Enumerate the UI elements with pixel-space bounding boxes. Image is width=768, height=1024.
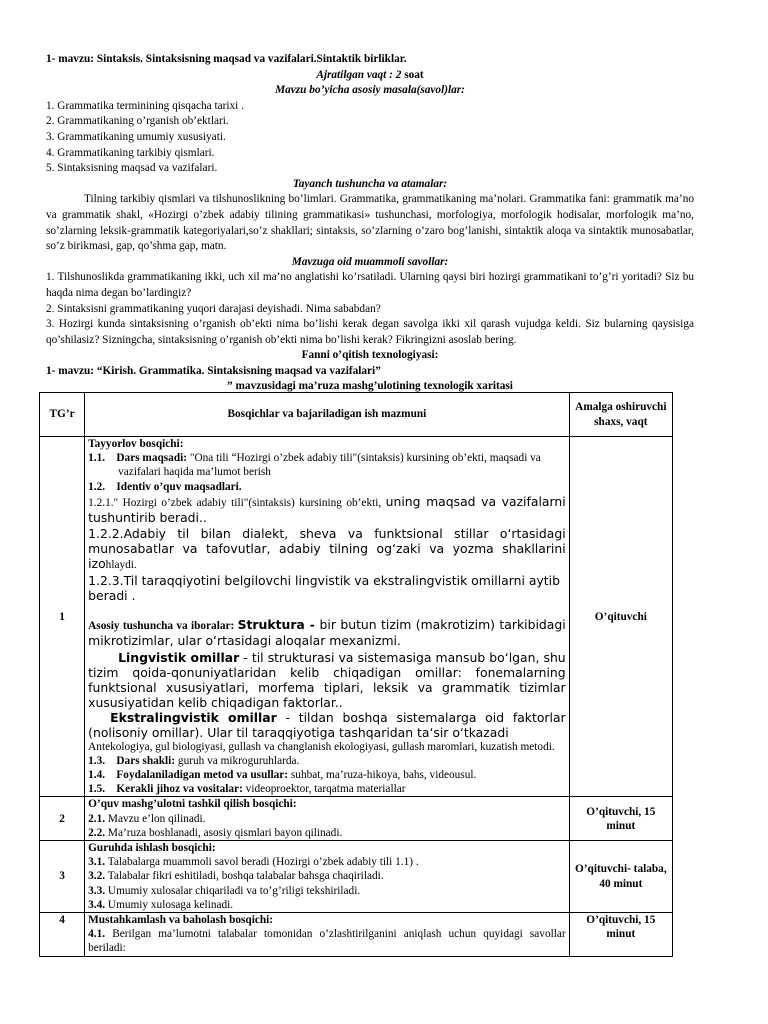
list-item: 2.1. Mavzu e’lon qilinadi.	[88, 812, 206, 825]
stage-title: Mustahkamlash va baholash bosqichi:	[88, 914, 274, 927]
problem-item: 1. Tilshunoslikda grammatikaning ikki, uch xil ma’no anglatishi ko’rsatiladi. Ularning qaysi biri hozirgi grammatikani to’g’ri yoritadi? Siz bu haqda nima degan bo’lardingiz?	[46, 271, 694, 299]
lesson-form: 1.3. Dars shakli: guruh va mikroguruhlarda.	[88, 754, 300, 767]
list-item: 4.1. Berilgan ma’lumotni talabalar tomonidan o’zlashtirilganini aniqlash uchun quyidagi savollar beriladi:	[88, 928, 566, 955]
stage-title: Tayyorlov bosqichi:	[88, 438, 184, 450]
key-terms-heading: Tayanch tushuncha va atamalar:	[292, 177, 448, 190]
goal-1-2-3: 1.2.3.Til taraqqiyotini belgilovchi lingvistik va ekstralingvistik omillarni aytib beradi .	[88, 573, 560, 604]
header-performer: Amalga oshiruvchi shaxs, vaqt	[569, 393, 672, 437]
technology-map-table	[39, 392, 673, 957]
technology-map-title: ” mavzusidagi ma’ruza mashg’ulotining texnologik xaritasi	[227, 380, 513, 393]
header-stages: Bosqichlar va bajariladigan ish mazmuni	[85, 393, 570, 437]
concept-structure: Asosiy tushuncha va iboralar: Struktura - bir butun tizim (makrotizim) tarkibidagi mikrotizimlar, ular o‘rtasidagi aloqalar mexanizmi.	[88, 617, 566, 649]
header-number: TG’r	[40, 393, 85, 437]
table-row	[40, 797, 673, 841]
lesson-equipment: 1.5. Kerakli jihoz va vositalar: videoproektor, tarqatma materiallar	[88, 783, 406, 796]
row-performer: O’qituvchi- talaba, 40 minut	[569, 841, 672, 913]
goal-1-2-1: 1.2.1." Hozirgi o’zbek adabiy tili"(sintaksis) kursining ob’ekti, uning maqsad va vazifalarni tushuntirib beradi..	[88, 493, 566, 526]
list-item: 3.2. Talabalar fikri eshitiladi, boshqa talabalar bahsga chaqiriladi.	[88, 870, 384, 883]
stage-title: O’quv mashg’ulotni tashkil qilish bosqichi:	[88, 798, 297, 811]
problems-heading: Mavzuga oid muammoli savollar:	[291, 255, 449, 268]
row-content	[85, 797, 570, 841]
issue-item: 5. Sintaksisning maqsad va vazifalari.	[46, 162, 218, 175]
issue-item: 2. Grammatikaning o’rganish ob’ektlari.	[46, 115, 229, 128]
row-content	[85, 913, 570, 957]
list-item: 2.2. Ma’ruza boshlanadi, asosiy qismlari bayon qilinadi.	[88, 826, 343, 839]
table-header-row	[40, 393, 673, 437]
technology-topic: 1- mavzu: “Kirish. Grammatika. Sintaksisning maqsad va vazifalari”	[46, 364, 381, 377]
row-number: 4	[40, 913, 85, 957]
concept-extra-tail: Antekologiya, gul biologiyasi, gullash va changlanish ekologiyasi, gullash maromlari, kuzatish metodi.	[88, 740, 555, 753]
row-performer: O’qituvchi, 15 minut	[569, 913, 672, 957]
lesson-methods: 1.4. Foydalaniladigan metod va usullar: suhbat, ma’ruza-hikoya, bahs, videousul.	[88, 769, 477, 782]
document-page	[46, 52, 694, 395]
row-performer: O’qituvchi, 15 minut	[569, 797, 672, 841]
issue-item: 1. Grammatika terminining qisqacha tarixi .	[46, 99, 244, 112]
row-content	[85, 437, 570, 797]
list-item: 3.1. Talabalarga muammoli savol beradi (Hozirgi o’zbek adabiy tili 1.1) .	[88, 856, 419, 869]
technology-heading: Fanni o’qitish texnologiyasi:	[301, 349, 439, 362]
table-row	[40, 841, 673, 913]
table-row	[40, 437, 673, 797]
issues-heading: Mavzu bo’yicha asosiy masala(savol)lar:	[275, 84, 465, 97]
concept-extralinguistic: Ekstralingvistik omillar - tildan boshqa sistemalarga oid faktorlar (nolisoniy omillar). Ular til taraqqiyotiga tashqaridan ta‘sir o‘tkazadi	[88, 709, 566, 740]
row-number: 2	[40, 797, 85, 841]
list-item: 3.4. Umumiy xulosaga kelinadi.	[88, 898, 234, 911]
row-number: 1	[40, 437, 85, 797]
row-performer: O’qituvchi	[569, 437, 672, 797]
identity-goals: 1.2. Identiv o’quv maqsadlari.	[88, 480, 242, 493]
concept-linguistic: Lingvistik omillar - til strukturasi va sistemasiga mansub bo‘lgan, shu tizim qoida-qonuniyatlaridan kelib chiqadigan omillar: fonemalarning funktsional xususiyatlari, morfema tiplari, leksik va grammatik tizimlar xususiyatidan kelib chiqadigan faktorlar..	[88, 649, 566, 710]
problem-item: 3. Hozirgi kunda sintaksisning o’rganish ob’ekti nima bo’lishi kerak degan savolga ikki xil qarash vujudga keldi. Siz bularning qaysisiga qo’shilasiz? Sizningcha, sintaksisning o’rganish ob’ekti nima bo’lishi kerak? Fikringizni asoslab bering.	[46, 318, 694, 346]
row-number: 3	[40, 841, 85, 913]
topic-title: 1- mavzu: Sintaksis. Sintaksisning maqsad va vazifalari.Sintaktik birliklar.	[46, 53, 407, 65]
list-item: 3.3. Umumiy xulosalar chiqariladi va to’g’riligi tekshiriladi.	[88, 884, 361, 897]
row-content	[85, 841, 570, 913]
issue-item: 4. Grammatikaning tarkibiy qismlari.	[46, 146, 215, 159]
problem-item: 2. Sintaksisni grammatikaning yuqori darajasi deyishadi. Nima sababdan?	[46, 302, 381, 315]
key-terms-text: Tilning tarkibiy qismlari va tilshunoslikning bo’limlari. Grammatika, grammatikaning ma’nolari. Grammatika fani: grammatik ma’no va grammatik shakl, «Hozirgi o’zbek adabiy tilining grammatikasi» tushunchasi, morfologiya, morfologik hodisalar, morfologik ma’no, so’zlarning leksik-grammatik kategoriyalari,so’z shakllari; sintaksis, so’zlarning o’zaro bog’lanishi, sintaktik aloqa va sintaktik munosabatlar, so’z birikmasi, gap, qo’shma gap, matn.	[46, 193, 694, 253]
allocated-time: Ajratilgan vaqt : 2 soat	[316, 68, 424, 81]
goal-1-2-2: 1.2.2.Adabiy til bilan dialekt, sheva va funktsional stillar o‘rtasidagi munosabatlar va tafovutlar, adabiy tilning og‘zaki va yozma shakllarini izohlaydi.	[88, 526, 566, 572]
issue-item: 3. Grammatikaning umumiy xususiyati.	[46, 130, 226, 143]
lesson-goal: 1.1. Dars maqsadi: "Ona tili “Hozirgi o’zbek adabiy tili"(sintaksis) kursining ob’ekti, maqsadi va vazifalari haqida ma’lumot berish	[88, 452, 541, 479]
stage-title: Guruhda ishlash bosqichi:	[88, 842, 216, 855]
table-row	[40, 913, 673, 957]
